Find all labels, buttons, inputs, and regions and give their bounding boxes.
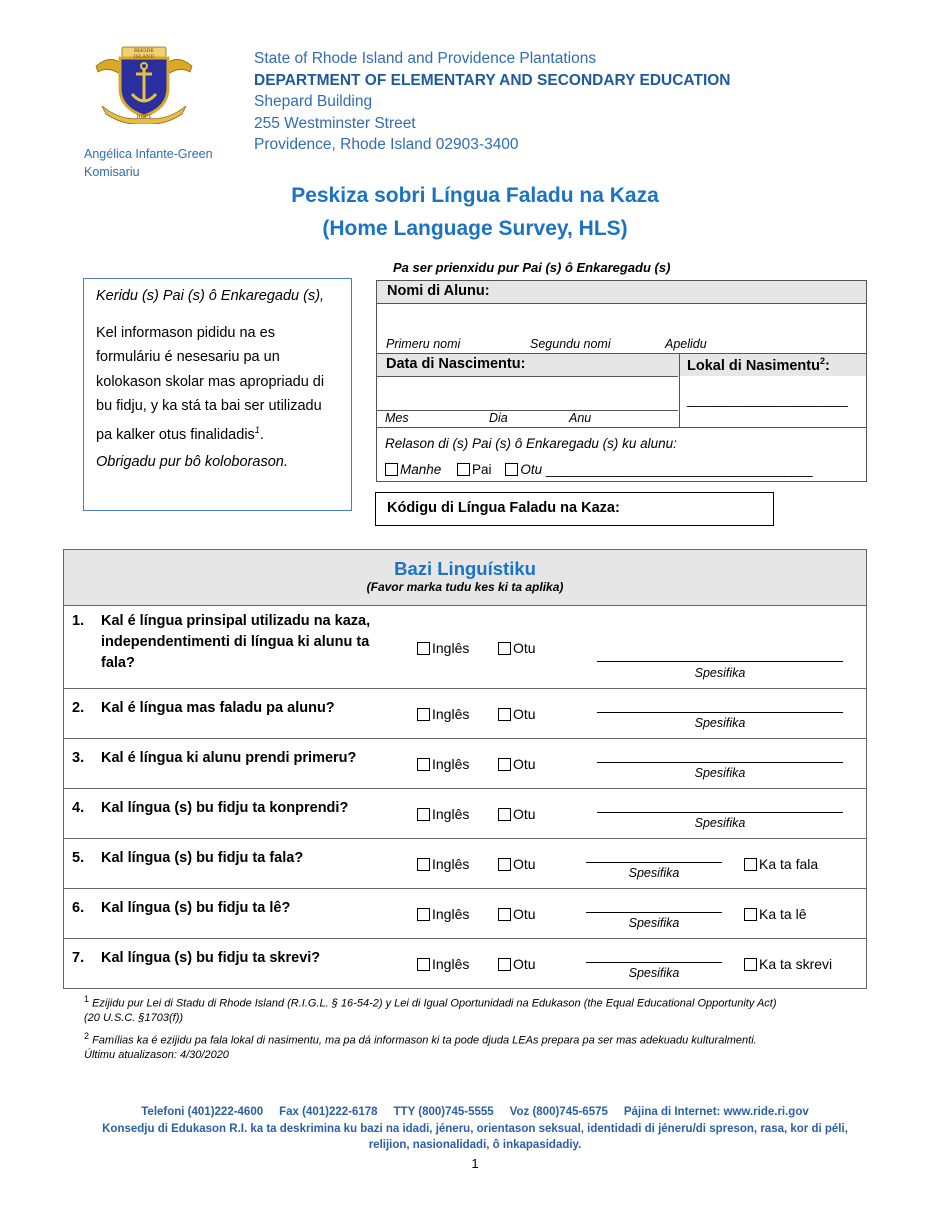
first-name-label: Primeru nomi: [386, 337, 461, 351]
mother-option-label: Manhe: [400, 462, 442, 477]
footnote-ref: 1: [254, 425, 260, 436]
english-checkbox[interactable]: [417, 858, 430, 871]
other-option-label: Otu: [513, 640, 536, 656]
other-option: [498, 806, 536, 822]
question-text: Kal língua (s) bu fidju ta skrevi?: [101, 950, 321, 966]
english-option-label: Inglês: [432, 756, 470, 772]
street-address: 255 Westminster Street: [254, 114, 416, 132]
english-option-label: Inglês: [432, 856, 470, 872]
building-name: Shepard Building: [254, 93, 373, 110]
not-applicable-checkbox[interactable]: [744, 908, 757, 921]
other-option: [498, 956, 536, 972]
nondiscrimination-line2: relijion, nasionalidadi, ô inkapasidadiy.: [368, 1139, 582, 1151]
question-text: Kal é língua ki alunu prendi primeru?: [101, 750, 357, 766]
dob-label: Data di Nascimentu:: [386, 356, 526, 372]
english-option: [417, 756, 469, 772]
question-number: 5.: [72, 850, 85, 866]
english-checkbox[interactable]: [417, 958, 430, 971]
student-info-table: [376, 280, 867, 482]
mother-checkbox[interactable]: [385, 463, 398, 476]
english-option-label: Inglês: [432, 806, 470, 822]
department-name: DEPARTMENT OF ELEMENTARY AND SECONDARY EDUCATION: [254, 71, 731, 89]
specify-label: Spesifika: [694, 716, 746, 730]
footnote-1-text: Ezijidu pur Lei di Stadu di Rhode Island (R.I.G.L. § 16-54-2) y Lei di Igual Oportunidadi na Edukason (the Equal Educational Opportunity Act): [92, 997, 777, 1010]
not-applicable-option: [744, 956, 832, 972]
nondiscrimination-line1: Konsedju di Edukason R.I. ka ta deskrimina ku bazi na idadi, jéneru, orientason seksual, identidadi di jéneru/di spreson, rasa, kor di péli,: [102, 1123, 848, 1135]
language-survey-table: [63, 549, 867, 989]
english-checkbox[interactable]: [417, 908, 430, 921]
other-option-label: Otu: [513, 706, 536, 722]
specify-label: Spesifika: [694, 816, 746, 830]
survey-instructions: (Favor marka tudu kes ki ta aplika): [366, 580, 564, 594]
footnote-1: [84, 991, 777, 1013]
english-checkbox[interactable]: [417, 708, 430, 721]
not-applicable-label: Ka ta fala: [759, 856, 819, 872]
other-option: [498, 706, 536, 722]
other-option-label: Otu: [513, 906, 536, 922]
survey-question-5: [64, 839, 866, 889]
question-number: 2.: [72, 700, 85, 716]
commissioner-name: Angélica Infante-Green: [84, 147, 213, 161]
city-address: Providence, Rhode Island 02903-3400: [254, 136, 519, 153]
question-text: Kal é língua mas faladu pa alunu?: [101, 700, 335, 716]
parent-letter-box: [83, 278, 352, 511]
last-updated: Últimu atualizason: 4/30/2020: [84, 1049, 229, 1061]
english-option: [417, 640, 469, 656]
english-checkbox[interactable]: [417, 758, 430, 771]
question-number: 1.: [72, 613, 85, 629]
commissioner-title: Komisariu: [84, 164, 140, 179]
student-name-label: Nomi di Alunu:: [387, 283, 490, 299]
specify-input[interactable]: [597, 661, 843, 662]
relation-options: [385, 462, 812, 477]
letter-thanks: Obrigadu pur bô koloborason.: [96, 454, 288, 471]
not-applicable-checkbox[interactable]: [744, 958, 757, 971]
other-option: [498, 640, 536, 656]
agency-address-block: [254, 48, 731, 156]
other-checkbox[interactable]: [498, 908, 511, 921]
specify-input[interactable]: [597, 762, 843, 763]
other-option: [498, 756, 536, 772]
seal-banner-text: RHODE ISLAND: [133, 48, 155, 60]
english-option: [417, 806, 469, 822]
other-checkbox[interactable]: [498, 808, 511, 821]
other-relation-label: Otu: [520, 462, 543, 477]
other-checkbox[interactable]: [498, 758, 511, 771]
specify-input[interactable]: [597, 712, 843, 713]
other-option-label: Otu: [513, 806, 536, 822]
other-relation-input[interactable]: ______________________________________: [545, 462, 813, 477]
page-title: Peskiza sobri Língua Faladu na Kaza: [291, 184, 659, 207]
state-seal-logo: [92, 44, 196, 124]
father-checkbox[interactable]: [457, 463, 470, 476]
specify-label: Spesifika: [694, 766, 746, 780]
question-text: Kal língua (s) bu fidju ta lê?: [101, 900, 291, 916]
other-option: [498, 856, 536, 872]
specify-input[interactable]: [597, 812, 843, 813]
question-text: Kal língua (s) bu fidju ta konprendi?: [101, 800, 349, 816]
state-name: State of Rhode Island and Providence Plantations: [254, 50, 597, 67]
not-applicable-option: [744, 906, 806, 922]
birthplace-label: [687, 356, 830, 374]
name-header-row: [377, 281, 866, 303]
question-number: 7.: [72, 950, 85, 966]
middle-name-label: Segundu nomi: [530, 337, 611, 351]
month-label: Mes: [385, 411, 409, 425]
student-name-input[interactable]: [377, 304, 866, 336]
question-number: 6.: [72, 900, 85, 916]
footnote-2-number: 2: [84, 1031, 90, 1041]
page-number: 1: [471, 1156, 479, 1171]
question-number: 3.: [72, 750, 85, 766]
not-applicable-checkbox[interactable]: [744, 858, 757, 871]
survey-question-1: [64, 606, 866, 689]
english-option-label: Inglês: [432, 906, 470, 922]
relation-label: Relason di (s) Pai (s) ô Enkaregadu (s) ku alunu:: [385, 436, 677, 451]
other-option-label: Otu: [513, 756, 536, 772]
other-checkbox[interactable]: [498, 958, 511, 971]
not-applicable-label: Ka ta lê: [759, 906, 807, 922]
question-number: 4.: [72, 800, 85, 816]
contact-info: Telefoni (401)222-4600 Fax (401)222-6178 TTY (800)745-5555 Voz (800)745-6575 Pájina di Internet: www.ride.ri.gov: [141, 1106, 809, 1118]
birthplace-input[interactable]: ______________________: [687, 391, 848, 407]
not-applicable-label: Ka ta skrevi: [759, 956, 833, 972]
english-option: [417, 956, 469, 972]
footnote-2-text: Famílias ka é ezijidu pa fala lokal di nasimentu, ma pa dá informason ki ta pode djuda LEAs prepara pa ser mas adekuadu kulturalmenti.: [92, 1034, 757, 1047]
english-option: [417, 856, 469, 872]
page-subtitle: (Home Language Survey, HLS): [322, 217, 628, 240]
specify-input[interactable]: [586, 912, 722, 913]
other-relation-checkbox[interactable]: [505, 463, 518, 476]
english-checkbox[interactable]: [417, 808, 430, 821]
english-checkbox[interactable]: [417, 642, 430, 655]
question-text: Kal é língua prinsipal utilizadu na kaza, independentimenti di língua ki alunu ta fala?: [101, 613, 371, 671]
not-applicable-option: [744, 856, 818, 872]
letter-body-text: Kel informason pididu na es formuláriu é nesesariu pa un kolokason skolar mas apropriadu di bu fidju, y ka stá ta bai ser utilizadu pa kalker otus finalidadis: [96, 325, 325, 444]
english-option: [417, 706, 469, 722]
dob-header-row: [377, 354, 866, 376]
footnote-1-cont: (20 U.S.C. §1703(f)): [84, 1012, 184, 1024]
survey-question-7: [64, 939, 866, 989]
other-checkbox[interactable]: [498, 858, 511, 871]
specify-label: Spesifika: [628, 916, 680, 930]
survey-question-2: [64, 689, 866, 739]
survey-question-6: [64, 889, 866, 939]
specify-input[interactable]: [586, 962, 722, 963]
letter-body-end: .: [259, 427, 264, 444]
english-option: [417, 906, 469, 922]
question-text: Kal língua (s) bu fidju ta fala?: [101, 850, 304, 866]
birthplace-footnote-ref: 2: [819, 356, 825, 366]
english-option-label: Inglês: [432, 706, 470, 722]
specify-label: Spesifika: [628, 866, 680, 880]
language-code-label: Kódigu di Língua Faladu na Kaza:: [387, 500, 620, 516]
birthplace-label-text: Lokal di Nasimentu: [687, 357, 820, 374]
last-name-label: Apelidu: [665, 337, 707, 351]
letter-body: [96, 321, 339, 447]
form-heading: Pa ser prienxidu pur Pai (s) ô Enkaregadu (s): [393, 260, 671, 275]
father-option-label: Pai: [472, 462, 492, 477]
english-option-label: Inglês: [432, 956, 470, 972]
survey-title: Bazi Linguístiku: [394, 558, 536, 579]
other-option: [498, 906, 536, 922]
survey-question-3: [64, 739, 866, 789]
other-option-label: Otu: [513, 956, 536, 972]
other-checkbox[interactable]: [498, 642, 511, 655]
specify-input[interactable]: [586, 862, 722, 863]
letter-greeting: Keridu (s) Pai (s) ô Enkaregadu (s),: [96, 288, 325, 304]
day-label: Dia: [489, 411, 508, 425]
birthplace-label-colon: :: [824, 357, 830, 374]
english-option-label: Inglês: [432, 640, 470, 656]
other-option-label: Otu: [513, 856, 536, 872]
seal-motto-text: HOPE: [136, 114, 152, 120]
commissioner-block: [84, 146, 213, 181]
survey-header: [64, 550, 866, 606]
specify-label: Spesifika: [694, 666, 746, 680]
footnote-1-number: 1: [84, 994, 90, 1004]
dob-input[interactable]: [377, 377, 676, 409]
survey-question-4: [64, 789, 866, 839]
year-label: Anu: [569, 411, 592, 425]
specify-label: Spesifika: [628, 966, 680, 980]
language-code-box[interactable]: [375, 492, 774, 526]
other-checkbox[interactable]: [498, 708, 511, 721]
